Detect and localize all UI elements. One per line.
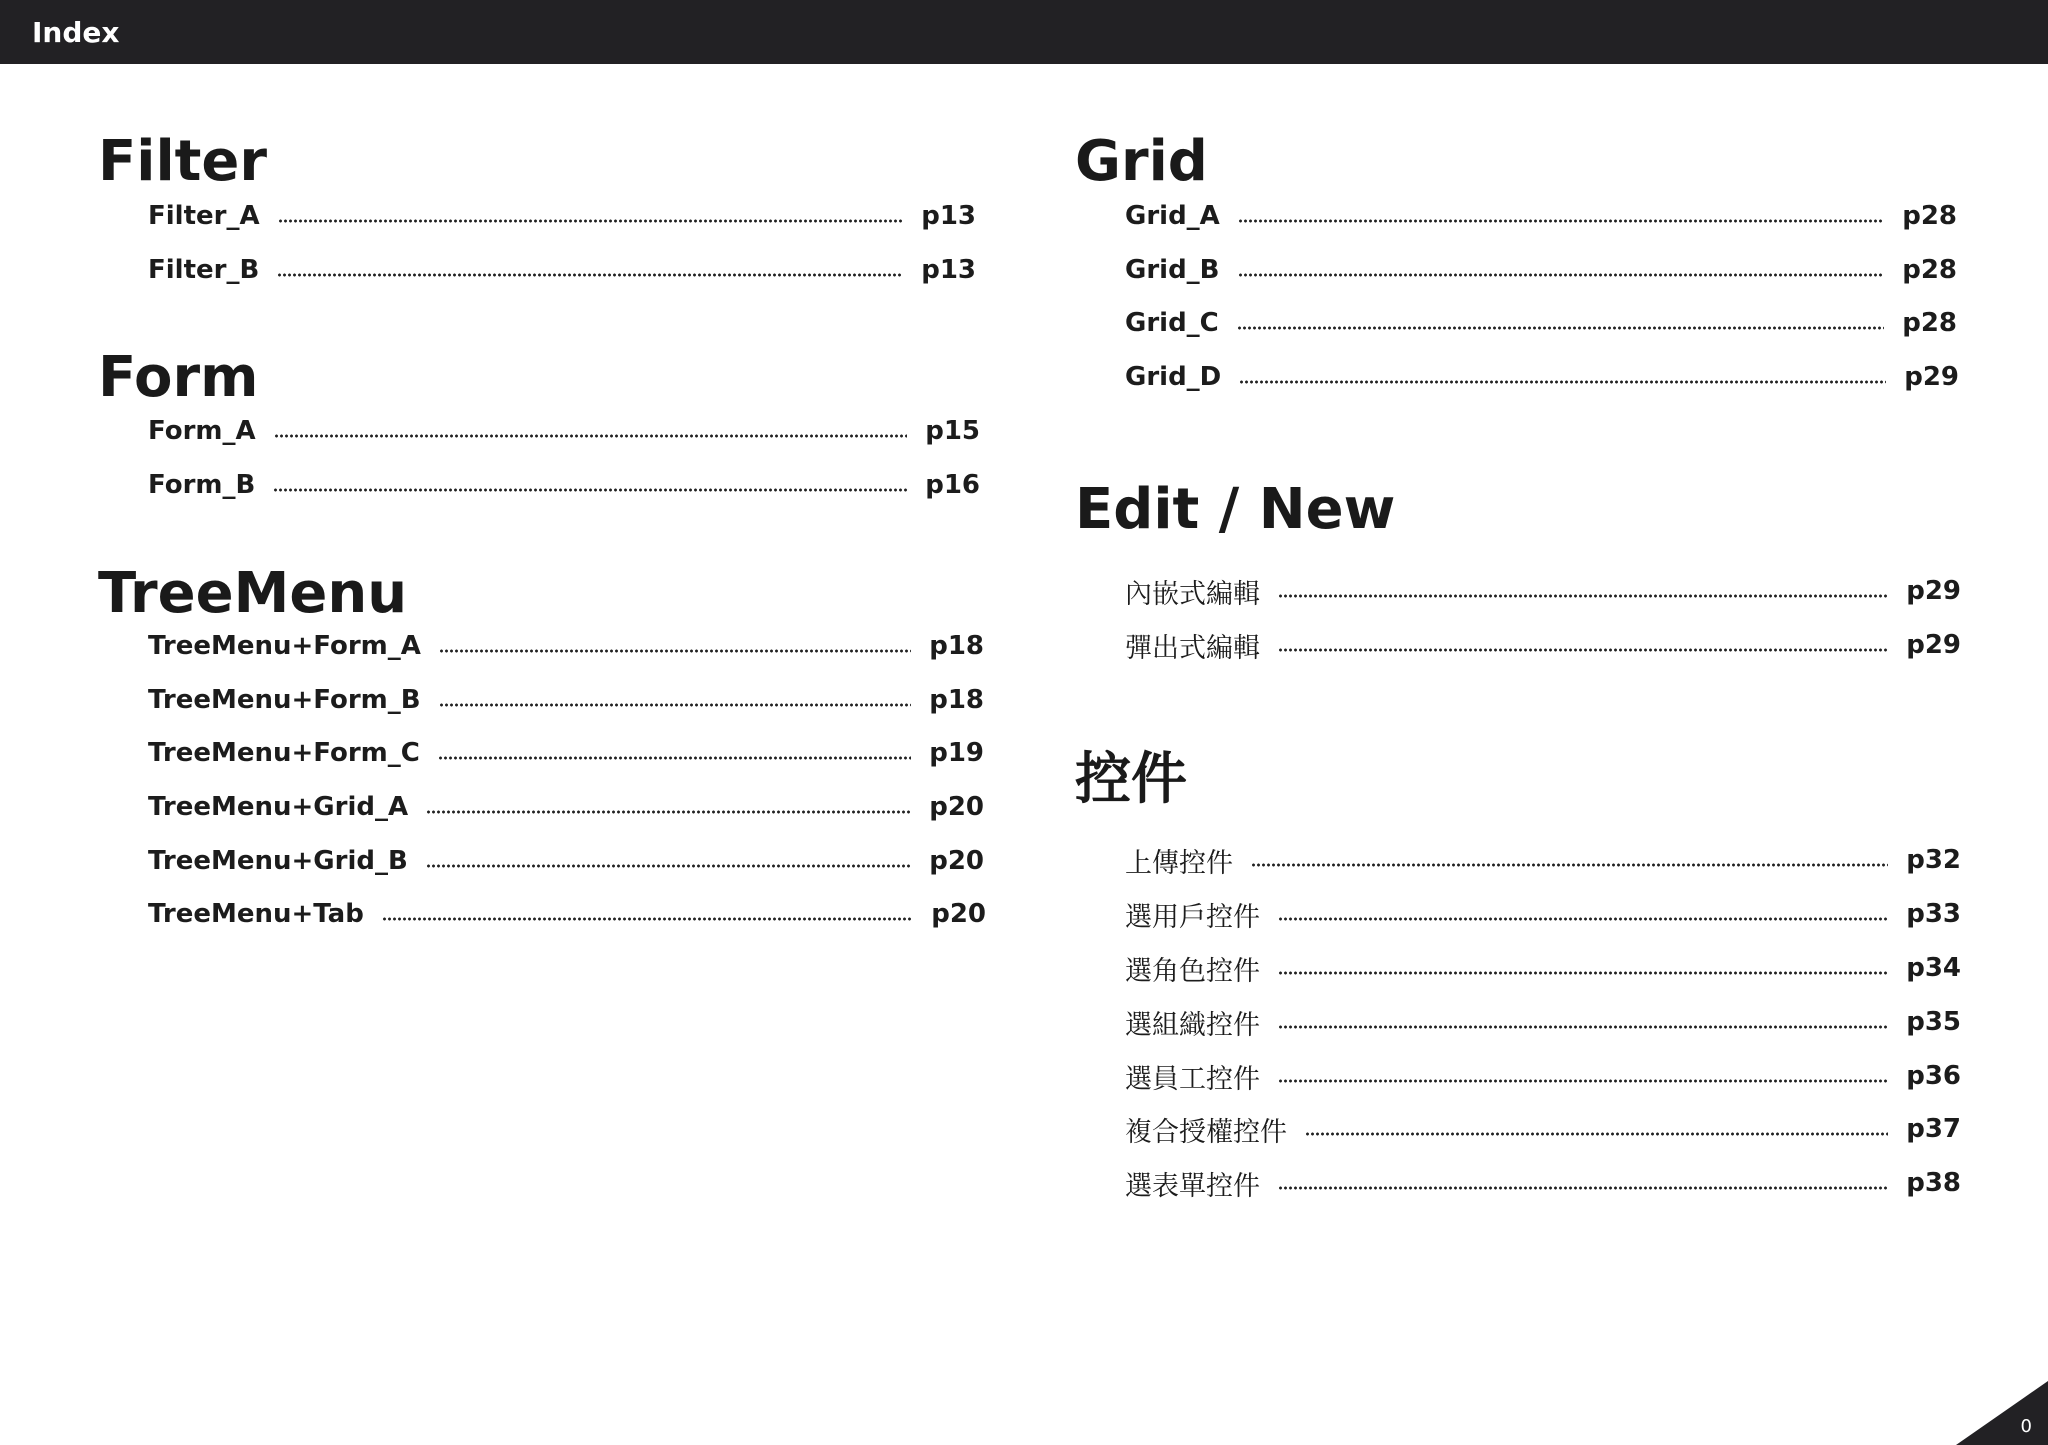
index-entry-form-select-control[interactable] <box>1125 1165 1961 1201</box>
entry-page-number: p36 <box>1906 1061 1961 1091</box>
dot-leader <box>1238 219 1884 223</box>
index-entry-upload-control[interactable] <box>1125 842 1961 878</box>
entry-page-number: p29 <box>1906 576 1961 606</box>
dot-leader <box>1278 1186 1888 1190</box>
corner-page-tab <box>1956 1381 2048 1445</box>
entry-page-number: p13 <box>921 201 976 231</box>
entry-name: TreeMenu+Form_C <box>148 738 420 768</box>
entry-page-number: p37 <box>1906 1114 1961 1144</box>
entry-page-number: p33 <box>1906 899 1961 929</box>
entry-page-number: p19 <box>929 738 984 768</box>
dot-leader <box>1237 326 1884 330</box>
entry-page-number: p13 <box>921 255 976 285</box>
dot-leader <box>1278 917 1888 921</box>
index-entry-filter-b[interactable] <box>148 252 976 288</box>
entry-name: Grid_D <box>1125 362 1222 392</box>
dot-leader <box>1238 273 1885 277</box>
entry-page-number: p29 <box>1906 630 1961 660</box>
entry-name: 選角色控件 <box>1125 955 1260 987</box>
entry-page-number: p32 <box>1906 845 1961 875</box>
index-entry-role-select-control[interactable] <box>1125 950 1961 986</box>
index-entry-treemenu-grid-b[interactable] <box>148 843 984 879</box>
entry-name: Filter_A <box>148 201 260 231</box>
index-entry-treemenu-form-b[interactable] <box>148 682 984 718</box>
entry-name: 選員工控件 <box>1125 1063 1260 1095</box>
entry-name: 選表單控件 <box>1125 1170 1260 1202</box>
index-entry-treemenu-tab[interactable] <box>148 896 986 932</box>
dot-leader <box>1278 1079 1888 1083</box>
index-entry-org-select-control[interactable] <box>1125 1004 1961 1040</box>
entry-name: Form_B <box>148 470 256 500</box>
index-entry-filter-a[interactable] <box>148 198 976 234</box>
header-title: Index <box>32 16 120 49</box>
dot-leader <box>1305 1132 1888 1136</box>
entry-name: TreeMenu+Tab <box>148 899 364 929</box>
entry-page-number: p38 <box>1906 1168 1961 1198</box>
entry-name: 彈出式編輯 <box>1125 632 1260 664</box>
section-title-edit-new: Edit / New <box>1075 477 1396 542</box>
index-entry-treemenu-form-a[interactable] <box>148 628 984 664</box>
index-entry-treemenu-form-c[interactable] <box>148 735 984 771</box>
section-title-grid: Grid <box>1075 129 1208 194</box>
dot-leader <box>1239 380 1886 384</box>
index-entry-grid-b[interactable] <box>1125 252 1957 288</box>
index-entry-composite-auth-control[interactable] <box>1125 1111 1961 1147</box>
entry-page-number: p34 <box>1906 953 1961 983</box>
entry-page-number: p28 <box>1902 201 1957 231</box>
dot-leader <box>1278 648 1888 652</box>
dot-leader <box>274 434 908 438</box>
entry-name: Filter_B <box>148 255 260 285</box>
dot-leader <box>273 488 907 492</box>
entry-name: TreeMenu+Grid_A <box>148 792 409 822</box>
entry-page-number: p18 <box>929 631 984 661</box>
dot-leader <box>439 649 911 653</box>
dot-leader <box>426 810 911 814</box>
entry-page-number: p35 <box>1906 1007 1961 1037</box>
index-entry-form-b[interactable] <box>148 467 980 503</box>
page-number: 0 <box>2020 1416 2032 1437</box>
entry-name: Grid_A <box>1125 201 1220 231</box>
dot-leader <box>1278 1025 1888 1029</box>
index-entry-user-select-control[interactable] <box>1125 896 1961 932</box>
entry-name: 複合授權控件 <box>1125 1116 1287 1148</box>
dot-leader <box>278 219 904 223</box>
dot-leader <box>439 703 912 707</box>
section-title-form: Form <box>98 345 259 410</box>
entry-page-number: p28 <box>1902 255 1957 285</box>
dot-leader <box>277 273 903 277</box>
entry-name: 選用戶控件 <box>1125 901 1260 933</box>
index-entry-form-a[interactable] <box>148 413 980 449</box>
section-title-controls: 控件 <box>1075 747 1187 812</box>
index-entry-grid-d[interactable] <box>1125 359 1959 395</box>
dot-leader <box>1278 594 1888 598</box>
dot-leader <box>438 756 911 760</box>
entry-name: Form_A <box>148 416 256 446</box>
entry-name: TreeMenu+Form_B <box>148 685 421 715</box>
entry-page-number: p16 <box>925 470 980 500</box>
dot-leader <box>1251 863 1888 867</box>
index-entry-grid-a[interactable] <box>1125 198 1957 234</box>
index-entry-popup-edit[interactable] <box>1125 627 1961 663</box>
index-entry-employee-select-control[interactable] <box>1125 1058 1961 1094</box>
entry-name: 選組織控件 <box>1125 1009 1260 1041</box>
entry-page-number: p20 <box>929 846 984 876</box>
entry-name: Grid_B <box>1125 255 1220 285</box>
entry-name: Grid_C <box>1125 308 1219 338</box>
dot-leader <box>426 864 911 868</box>
entry-page-number: p20 <box>931 899 986 929</box>
section-title-treemenu: TreeMenu <box>98 561 408 626</box>
entry-name: TreeMenu+Form_A <box>148 631 421 661</box>
entry-page-number: p15 <box>925 416 980 446</box>
entry-page-number: p20 <box>929 792 984 822</box>
header-bar <box>0 0 2048 64</box>
section-title-filter: Filter <box>98 129 268 194</box>
index-entry-treemenu-grid-a[interactable] <box>148 789 984 825</box>
entry-name: 內嵌式編輯 <box>1125 578 1260 610</box>
entry-page-number: p29 <box>1904 362 1959 392</box>
entry-name: 上傳控件 <box>1125 847 1233 879</box>
dot-leader <box>382 917 913 921</box>
index-entry-grid-c[interactable] <box>1125 305 1957 341</box>
entry-name: TreeMenu+Grid_B <box>148 846 408 876</box>
dot-leader <box>1278 971 1888 975</box>
index-entry-inline-edit[interactable] <box>1125 573 1961 609</box>
entry-page-number: p28 <box>1902 308 1957 338</box>
entry-page-number: p18 <box>929 685 984 715</box>
